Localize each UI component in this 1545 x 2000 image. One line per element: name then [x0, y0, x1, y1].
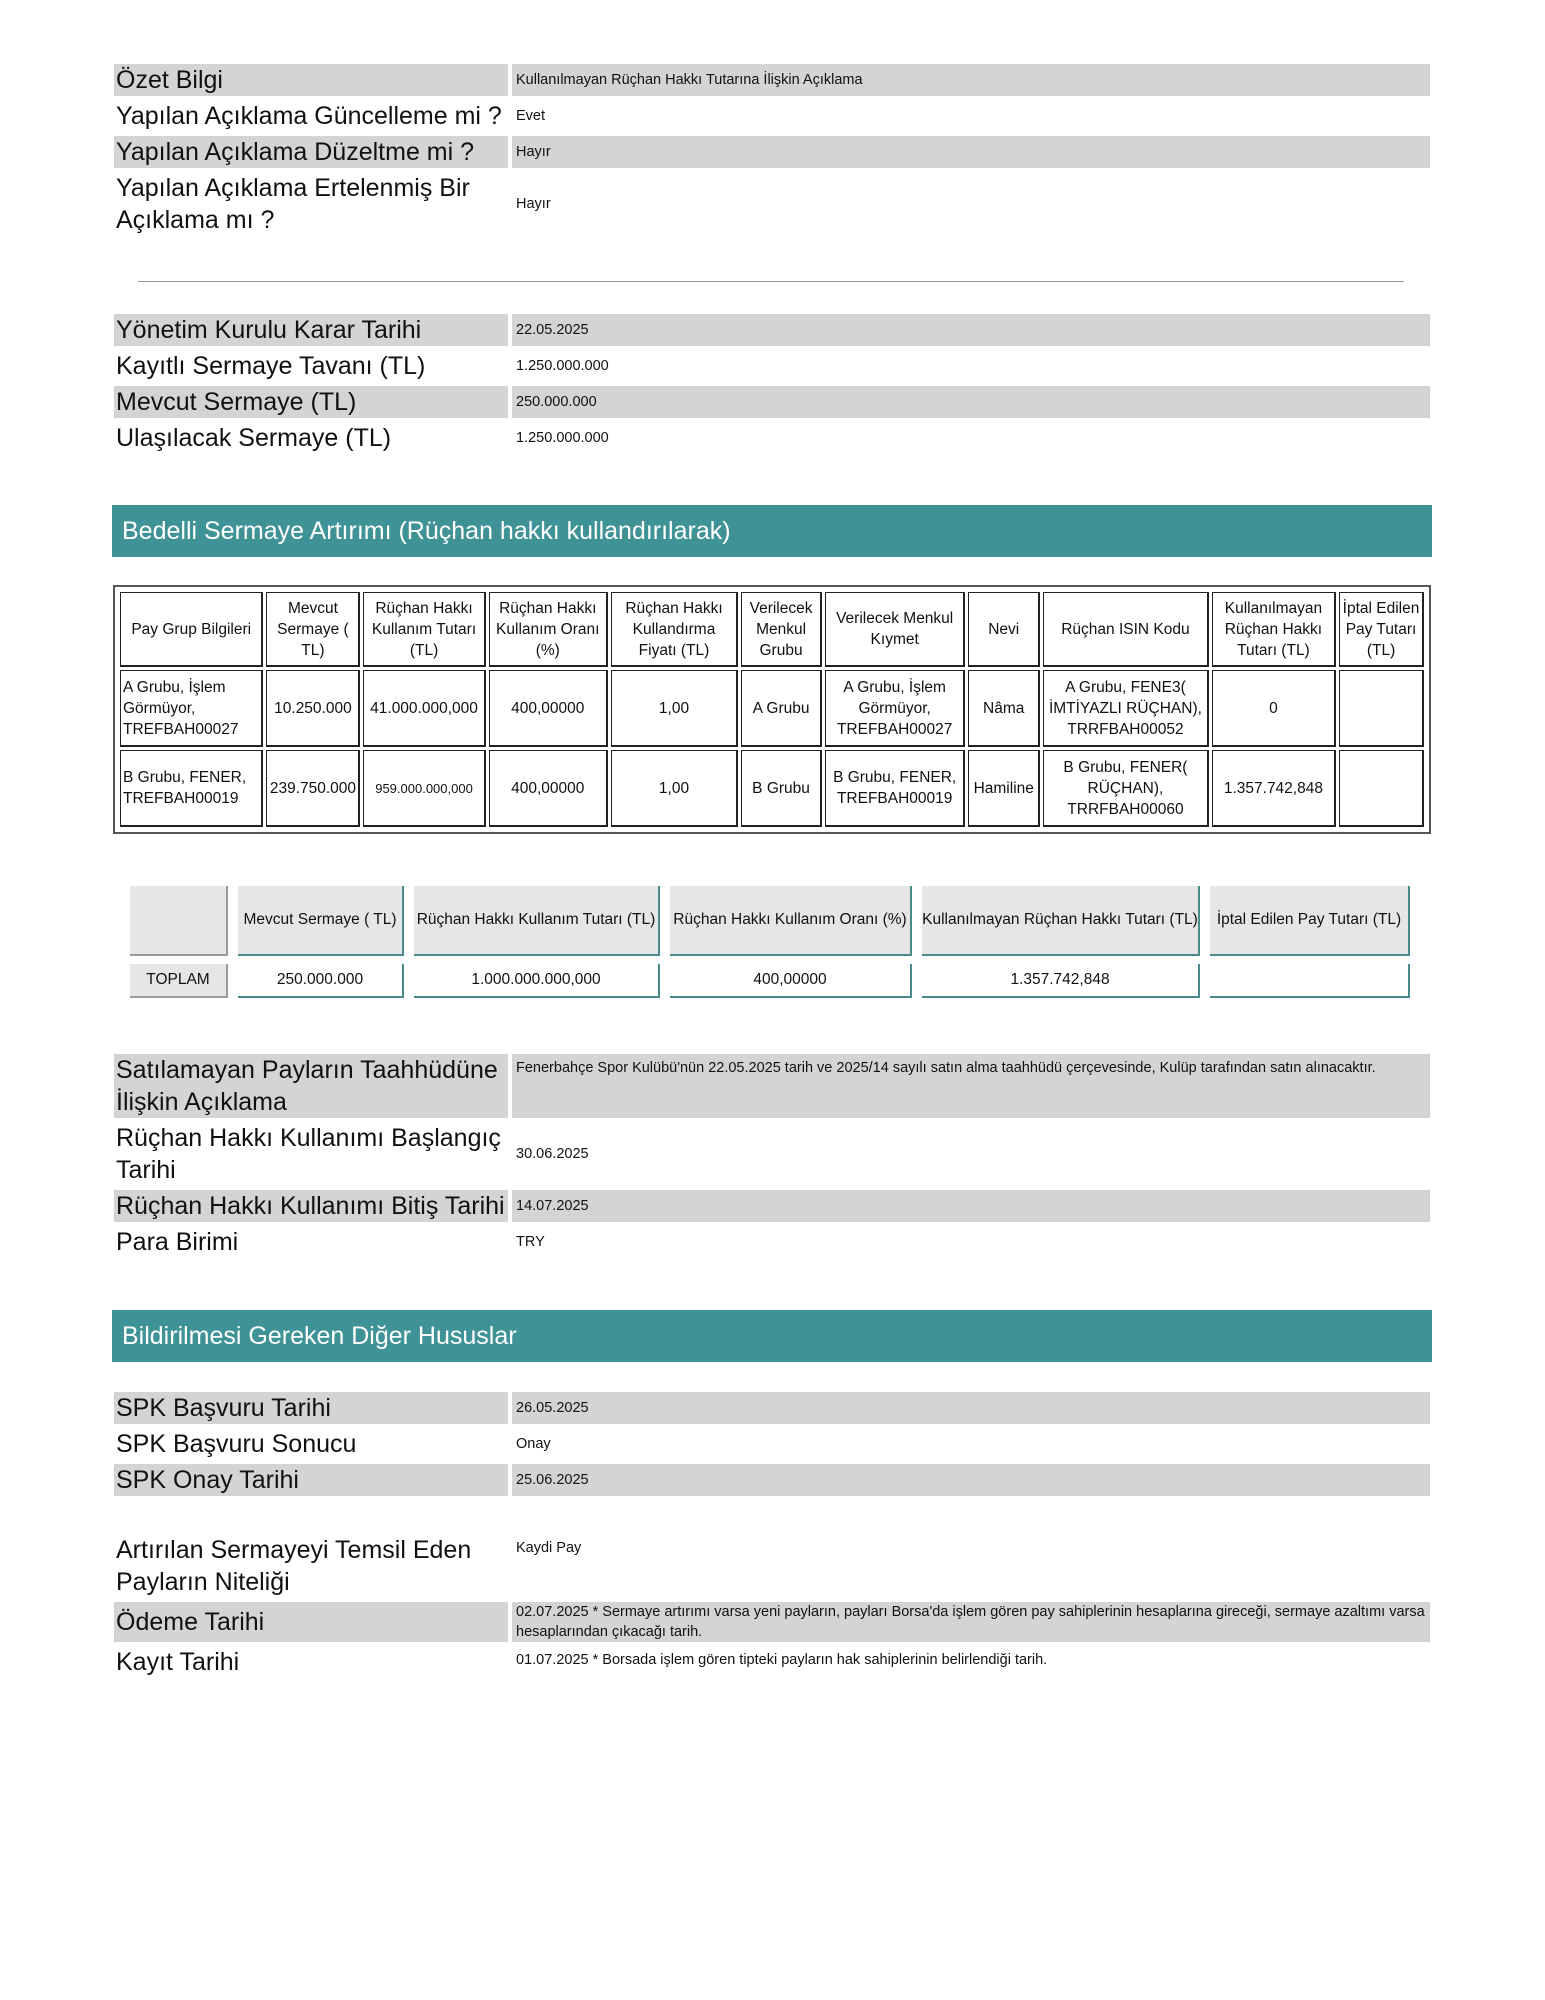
field-label: Kayıtlı Sermaye Tavanı (TL) — [116, 352, 426, 380]
field-label: Yapılan Açıklama Ertelenmiş Bir Açıklama mı ? — [116, 174, 470, 234]
capital-row — [114, 422, 1430, 454]
table-cell: 1.000.000.000,000 — [414, 964, 660, 998]
capital-row — [114, 386, 1430, 418]
other-table — [114, 1530, 1430, 1682]
capital-row — [114, 314, 1430, 346]
section-header: Bildirilmesi Gereken Diğer Hususlar — [112, 1310, 1432, 1362]
divider — [138, 281, 1404, 282]
column-header: İptal Edilen Pay Tutarı (TL) — [1339, 592, 1424, 667]
column-header: Rüçhan Hakkı Kullandırma Fiyatı (TL) — [611, 592, 738, 667]
column-header: Mevcut Sermaye ( TL) — [266, 592, 360, 667]
field-value: 30.06.2025 — [516, 1146, 589, 1162]
field-value: Fenerbahçe Spor Kulübü'nün 22.05.2025 tarih ve 2025/14 sayılı satın alma taahhüdü çerçevesinde, Kulüp tarafından satın alınacaktır. — [512, 1054, 1430, 1118]
summary-row — [114, 136, 1430, 168]
table-cell: B Grubu, FENER, TREFBAH00019 — [825, 750, 965, 827]
column-header: Pay Grup Bilgileri — [120, 592, 263, 667]
field-label: Rüçhan Hakkı Kullanımı Başlangıç Tarihi — [116, 1124, 501, 1184]
field-label: SPK Başvuru Tarihi — [114, 1392, 508, 1424]
column-header: Mevcut Sermaye ( TL) — [238, 886, 404, 956]
terms-row — [114, 1122, 1430, 1186]
table-cell: 239.750.000 — [266, 750, 360, 827]
table-cell: 1.357.742,848 — [922, 964, 1200, 998]
column-header: Rüçhan Hakkı Kullanım Oranı (%) — [670, 886, 912, 956]
field-value: 01.07.2025 * Borsada işlem gören tipteki payların hak sahiplerinin belirlendiği tarih. — [516, 1652, 1048, 1668]
table-cell: B Grubu, FENER, TREFBAH00019 — [120, 750, 263, 827]
other-row — [114, 1602, 1430, 1642]
table-cell: A Grubu, İşlem Görmüyor, TREFBAH00027 — [825, 670, 965, 747]
field-value: Hayır — [516, 196, 551, 212]
field-value: Onay — [516, 1436, 551, 1452]
field-label: Artırılan Sermayeyi Temsil Eden Payların Niteliği — [116, 1536, 472, 1596]
field-label: Ödeme Tarihi — [114, 1602, 508, 1642]
field-value: 22.05.2025 — [512, 314, 1430, 346]
field-value: Hayır — [512, 136, 1430, 168]
field-label: Mevcut Sermaye (TL) — [114, 386, 508, 418]
column-header — [130, 886, 228, 956]
totals-label: TOPLAM — [130, 964, 228, 998]
section-header: Bedelli Sermaye Artırımı (Rüçhan hakkı kullandırılarak) — [112, 505, 1432, 557]
column-header: Verilecek Menkul Grubu — [741, 592, 822, 667]
spk-table — [114, 1388, 1430, 1500]
spk-row — [114, 1464, 1430, 1496]
table-cell — [1339, 750, 1424, 827]
totals-row — [130, 964, 1410, 998]
table-cell: Nâma — [968, 670, 1040, 747]
totals-header-row — [130, 886, 1410, 956]
column-header: Rüçhan Hakkı Kullanım Oranı (%) — [489, 592, 608, 667]
summary-table — [114, 60, 1430, 240]
field-value: 25.06.2025 — [512, 1464, 1430, 1496]
table-cell: A Grubu, FENE3( İMTİYAZLI RÜÇHAN), TRRFBAH00052 — [1043, 670, 1209, 747]
field-label: Yapılan Açıklama Güncelleme mi ? — [116, 102, 502, 130]
field-value: Evet — [516, 108, 546, 124]
table-header-row — [120, 592, 1424, 667]
column-header: İptal Edilen Pay Tutarı (TL) — [1210, 886, 1410, 956]
table-cell — [1210, 964, 1410, 998]
terms-row — [114, 1190, 1430, 1222]
column-header: Nevi — [968, 592, 1040, 667]
totals-table — [120, 878, 1420, 1006]
column-header: Kullanılmayan Rüçhan Hakkı Tutarı (TL) — [922, 886, 1200, 956]
terms-row — [114, 1226, 1430, 1258]
field-label: Kayıt Tarihi — [116, 1648, 240, 1676]
capital-table — [114, 310, 1430, 458]
table-cell: 250.000.000 — [238, 964, 404, 998]
field-label: Yönetim Kurulu Karar Tarihi — [114, 314, 508, 346]
table-cell: 1,00 — [611, 670, 738, 747]
table-cell: 41.000.000,000 — [363, 670, 485, 747]
field-label: Satılamayan Payların Taahhüdüne İlişkin Açıklama — [114, 1054, 508, 1118]
field-label: Rüçhan Hakkı Kullanımı Bitiş Tarihi — [114, 1190, 508, 1222]
spk-row — [114, 1392, 1430, 1424]
table-cell — [1339, 670, 1424, 747]
field-label: Ulaşılacak Sermaye (TL) — [116, 424, 392, 452]
table-cell: A Grubu — [741, 670, 822, 747]
column-header: Rüçhan ISIN Kodu — [1043, 592, 1209, 667]
table-row — [120, 670, 1424, 747]
summary-row — [114, 172, 1430, 236]
table-row — [120, 750, 1424, 827]
field-label: SPK Onay Tarihi — [114, 1464, 508, 1496]
summary-row — [114, 64, 1430, 96]
column-header: Rüçhan Hakkı Kullanım Tutarı (TL) — [363, 592, 485, 667]
field-value: Kaydi Pay — [516, 1540, 582, 1556]
field-label: Para Birimi — [116, 1228, 239, 1256]
table-cell: Hamiline — [968, 750, 1040, 827]
terms-row — [114, 1054, 1430, 1118]
table-cell: 1,00 — [611, 750, 738, 827]
table-cell: 400,00000 — [489, 670, 608, 747]
table-cell: 1.357.742,848 — [1212, 750, 1336, 827]
field-value: 02.07.2025 * Sermaye artırımı varsa yeni payların, payları Borsa'da işlem gören pay sahiplerinin hesaplarına gireceği, sermaye azaltımı varsa hesaplarından çıkacağı tarih. — [512, 1602, 1430, 1642]
field-value: 1.250.000.000 — [516, 358, 609, 374]
rights-table — [113, 585, 1431, 834]
column-header: Kullanılmayan Rüçhan Hakkı Tutarı (TL) — [1212, 592, 1336, 667]
field-value: 250.000.000 — [512, 386, 1430, 418]
summary-row — [114, 100, 1430, 132]
table-cell: 400,00000 — [670, 964, 912, 998]
other-row — [114, 1646, 1430, 1678]
field-value: 1.250.000.000 — [516, 430, 609, 446]
field-label: Yapılan Açıklama Düzeltme mi ? — [114, 136, 508, 168]
spk-row — [114, 1428, 1430, 1460]
table-cell: B Grubu, FENER( RÜÇHAN), TRRFBAH00060 — [1043, 750, 1209, 827]
field-value: 14.07.2025 — [512, 1190, 1430, 1222]
table-cell: 400,00000 — [489, 750, 608, 827]
column-header: Verilecek Menkul Kıymet — [825, 592, 965, 667]
other-row — [114, 1534, 1430, 1598]
table-cell: 0 — [1212, 670, 1336, 747]
field-value: 26.05.2025 — [512, 1392, 1430, 1424]
field-label: Özet Bilgi — [114, 64, 508, 96]
table-cell: A Grubu, İşlem Görmüyor, TREFBAH00027 — [120, 670, 263, 747]
table-cell: 959.000.000,000 — [363, 750, 485, 827]
field-label: SPK Başvuru Sonucu — [116, 1430, 357, 1458]
column-header: Rüçhan Hakkı Kullanım Tutarı (TL) — [414, 886, 660, 956]
field-value: Kullanılmayan Rüçhan Hakkı Tutarına İlişkin Açıklama — [512, 64, 1430, 96]
field-value: TRY — [516, 1234, 545, 1250]
table-cell: B Grubu — [741, 750, 822, 827]
table-cell: 10.250.000 — [266, 670, 360, 747]
terms-table — [114, 1050, 1430, 1262]
capital-row — [114, 350, 1430, 382]
